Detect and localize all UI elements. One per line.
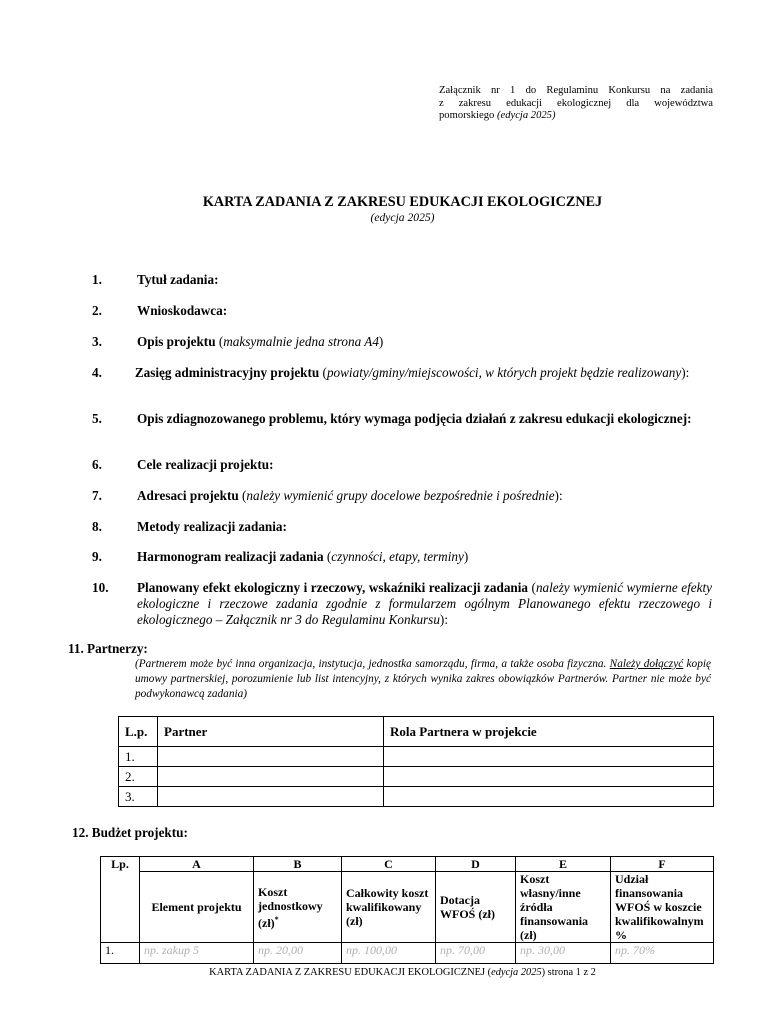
document-title: KARTA ZADANIA Z ZAKRESU EDUKACJI EKOLOGICZNEJ bbox=[202, 194, 603, 210]
row-lp: 3. bbox=[119, 787, 158, 807]
footnote-mark: * bbox=[274, 914, 279, 924]
budget-header-row bbox=[101, 872, 714, 943]
partner-cell[interactable] bbox=[158, 787, 384, 807]
row-lp: 2. bbox=[119, 767, 158, 787]
partners-table bbox=[118, 716, 714, 807]
partners-table-header bbox=[119, 717, 714, 747]
role-cell[interactable] bbox=[384, 787, 714, 807]
partner-cell[interactable] bbox=[158, 747, 384, 767]
column-header-total-cost: Całkowity koszt kwalifikowany (zł) bbox=[342, 872, 436, 943]
table-row bbox=[119, 787, 714, 807]
column-header-lp: L.p. bbox=[119, 717, 158, 747]
budget-table bbox=[100, 856, 714, 964]
annex-line-3: pomorskiego (edycja 2025) bbox=[439, 110, 556, 121]
partners-heading: 11. Partnerzy: bbox=[68, 641, 148, 656]
column-header-grant: Dotacja WFOŚ (zł) bbox=[436, 872, 516, 943]
table-row bbox=[101, 943, 714, 964]
column-header-lp: Lp. bbox=[101, 857, 140, 943]
partner-cell[interactable] bbox=[158, 767, 384, 787]
table-row bbox=[119, 767, 714, 787]
column-letter-f: F bbox=[611, 857, 714, 872]
share-cell[interactable]: np. 70% bbox=[611, 943, 714, 964]
element-cell[interactable]: np. zakup 5 bbox=[140, 943, 254, 964]
budget-letter-row bbox=[101, 857, 714, 872]
column-letter-c: C bbox=[342, 857, 436, 872]
role-cell[interactable] bbox=[384, 767, 714, 787]
unit-cost-cell[interactable]: np. 20,00 bbox=[254, 943, 342, 964]
item-administrative-scope: 4. Zasięg administracyjny projektu (powiaty/gminy/miejscowości, w których projekt będzie realizowany): bbox=[92, 365, 690, 380]
document-subtitle: (edycja 2025) bbox=[370, 211, 435, 224]
table-row bbox=[119, 747, 714, 767]
partners-note: (Partnerem może być inna organizacja, instytucja, jednostka samorządu, firma, a także osoba fizyczna. Należy dołączyć kopię umowy partnerskiej, porozumienie lub list intencyjny, z których wynika zakres obowiązków Partnerów. Partner nie może być podwykonawcą zadania) bbox=[135, 658, 712, 700]
column-letter-e: E bbox=[516, 857, 611, 872]
column-letter-b: B bbox=[254, 857, 342, 872]
row-lp: 1. bbox=[119, 747, 158, 767]
column-letter-a: A bbox=[140, 857, 254, 872]
column-header-own-cost: Koszt własny/inne źródła finansowania (zł) bbox=[516, 872, 611, 943]
total-cost-cell[interactable]: np. 100,00 bbox=[342, 943, 436, 964]
annex-line-1: Załącznik nr 1 do Regulaminu Konkursu na zadania bbox=[439, 85, 713, 96]
annex-line-2: z zakresu edukacji ekologicznej dla województwa bbox=[439, 97, 713, 109]
annex-note bbox=[439, 85, 713, 123]
column-header-unit-cost: Koszt jednostkowy (zł)* bbox=[254, 872, 342, 943]
column-header-partner: Partner bbox=[158, 717, 384, 747]
column-header-element: Element projektu bbox=[140, 872, 254, 943]
role-cell[interactable] bbox=[384, 747, 714, 767]
row-lp: 1. bbox=[101, 943, 140, 964]
column-header-share: Udział finansowania WFOŚ w koszcie kwalifikowalnym % bbox=[611, 872, 714, 943]
column-letter-d: D bbox=[436, 857, 516, 872]
column-header-role: Rola Partnera w projekcie bbox=[384, 717, 714, 747]
own-cost-cell[interactable]: np. 30,00 bbox=[516, 943, 611, 964]
budget-heading: 12. Budżet projektu: bbox=[72, 825, 188, 840]
grant-cell[interactable]: np. 70,00 bbox=[436, 943, 516, 964]
page-footer: KARTA ZADANIA Z ZAKRESU EDUKACJI EKOLOGICZNEJ (edycja 2025) strona 1 z 2 bbox=[209, 967, 596, 978]
